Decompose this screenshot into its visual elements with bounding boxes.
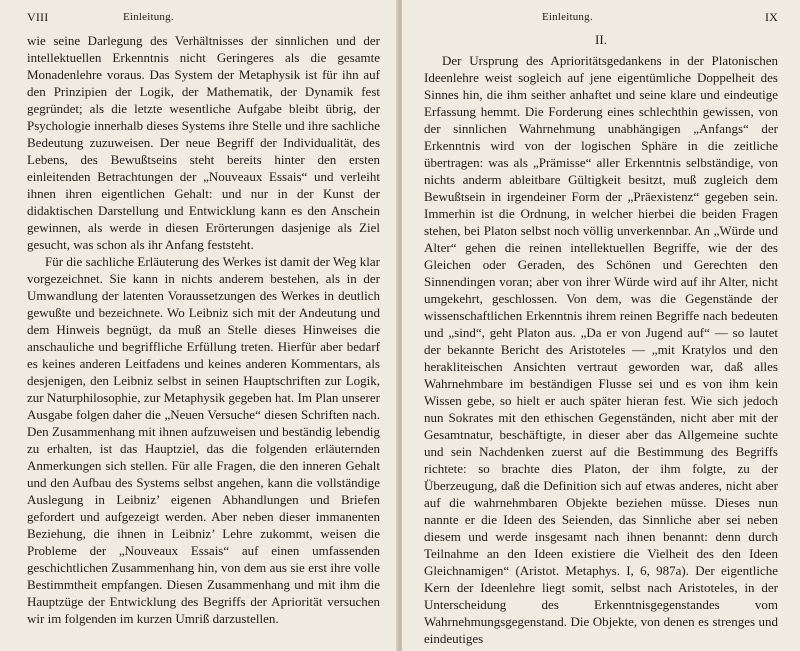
paragraph: Der Ursprung des Aprioritätsgedankens in der Platonischen Ideenlehre weist sogleich auf jene eigentümliche Doppelheit des Sinnes hin, die ihm seither anhaftet und seine klare und eindeutige Erfassung hemmt. Die Forderung eines schlechthin gewissen, von der sinnlichen Wahrnehmung unabhängigen „Anfangs“ der Erkenntnis wird von der logischen Sphäre in die zeitliche übertragen: was als „Prämisse“ aller Erkenntnis selbständige, von nichts anderm ableitbare Gültigkeit besitzt, muß zugleich dem Bewußtsein in irgendeiner Form der „Präexistenz“ gegeben sein. Immerhin ist die Ordnung, in welcher hierbei die beiden Fragen stehen, bei Platon selbst noch völlig unverkennbar. An „Würde und Alter“ gehen die reinen intellektuellen Begriffe, wie der des Gleichen oder Geraden, des Schönen und Gerechten den Sinnendingen voran; aber von ihrer Würde wird auf ihr Alter, nicht umgekehrt, geschlossen. Von dem, was die Gegenstände der wissenschaftlichen Erkenntnis ihrem reinen Begriffe nach bedeuten und „sind“, geht Platon aus. „Da er von Jugend auf“ — so lautet der bekannte Bericht des Aristoteles — „mit Kratylos und den herakliteischen Ansichten vertraut geworden war, daß alles Wahrnehmbare im beständigen Flusse sei und es von ihm kein Wissen gebe, so hielt er auch später hieran fest. Wie sich jedoch nun Sokrates mit den ethischen Gegenständen, nicht aber mit der Gesamtnatur, beschäftigte, in dieser aber das Allgemeine suchte und sein Nachdenken zuerst auf die Bestimmung des Begriffs richtete: so brachte dies Platon, der ihm folgte, zu der Überzeugung, daß die Definition sich auf etwas anderes, nicht aber auf die wahrnehmbaren Objekte beziehen müsse. Dieses nun nannte er die Ideen des Seienden, das Sinnliche aber sei neben diesem und werde insgesamt nach ihnen benannt: denn durch Teilnahme an den Ideen existiere die Vielheit des den Ideen Gleichnamigen“ (Aristot. Metaphys. I, 6, 987a). Der eigentliche Kern der Ideenlehre liegt somit, selbst nach Aristoteles, in der Unterscheidung des Erkenntnisgegenstandes vom Wahrnehmungsgegenstand. Die Objekte, von denen es strenges und eindeutiges xyxy=(424,53,778,646)
right-page xyxy=(402,0,800,651)
page-number: VIII xyxy=(27,10,49,24)
right-body-text xyxy=(424,52,778,647)
paragraph: wie seine Darlegung des Verhältnisses der sinnlichen und der intellektuellen Erkenntnis nicht Geringeres als die gesamte Monadenlehre voraus. Das System der Metaphysik ist für ihn auf den Prinzipien der Logik, der Mathematik, der Dynamik fest gegründet; als die letzte wesentliche Aufgabe bleibt übrig, der Psychologie innerhalb dieses Systems ihre Stelle und ihre sachliche Bedeutung zuzuweisen. Der neue Begriff der Individualität, des Lebens, des Bewußtseins steht bereits hinter den ersten einleitenden Betrachtungen der „Nouveaux Essais“ und verleiht ihnen ihren eigentlichen Gehalt: und nur in der Kunst der didaktischen Darstellung und Entwicklung kann es den Anschein gewinnen, als werde in diesen Erörterungen dasjenige als Ziel gesucht, was schon als ihr Anfang feststeht. xyxy=(27,33,380,252)
right-running-header xyxy=(424,10,778,28)
section-heading: II. xyxy=(595,32,607,47)
paragraph: Für die sachliche Erläuterung des Werkes ist damit der Weg klar vorgezeichnet. Sie kann in nichts anderem bestehen, als in der Umwandlung der latenten Voraussetzungen des Werkes in deutlich gewußte und bezeichnete. Wo Leibniz sich mit der Andeutung und dem Hinweis begnügt, da muß an Stelle dieses Hinweises die anschauliche und begriffliche Erfüllung treten. Hierfür aber bedarf es keines anderen Leitfadens und keines anderen Kommentars, als desjenigen, den Leibniz selbst in seinen Hauptschriften zur Logik, zur Naturphilosophie, zur Metaphysik gegeben hat. Im Plan unserer Ausgabe folgen daher die „Neuen Versuche“ diesen Schriften nach. Den Zusammenhang mit ihnen aufzuweisen und beständig lebendig zu erhalten, ist das Hauptziel, das die folgenden erläuternden Anmerkungen sich stellen. Für alle Fragen, die den inneren Gehalt und den Aufbau des Systems selbst angehen, kann die vollständige Auslegung in Leibniz’ eigenen Abhandlungen und Briefen gefordert und aufgezeigt werden. Aber neben dieser immanenten Beziehung, die ihnen in Leibniz’ Lehre zukommt, weisen die Probleme der „Nouveaux Essais“ auf einen umfassenden geschichtlichen Zusammenhang hin, von dem aus sie erst ihre volle Bestimmtheit empfangen. Diesen Zusammenhang und mit ihm die Hauptzüge der Entwicklung des Begriffs der Apriorität versuchen wir im folgenden im kurzen Umriß darzustellen. xyxy=(27,254,380,626)
left-body-text xyxy=(27,32,380,627)
running-head-title: Einleitung. xyxy=(123,11,174,23)
left-page xyxy=(0,0,398,651)
left-running-header xyxy=(27,10,380,28)
running-head-title: Einleitung. xyxy=(542,11,593,23)
page-number: IX xyxy=(764,10,778,24)
